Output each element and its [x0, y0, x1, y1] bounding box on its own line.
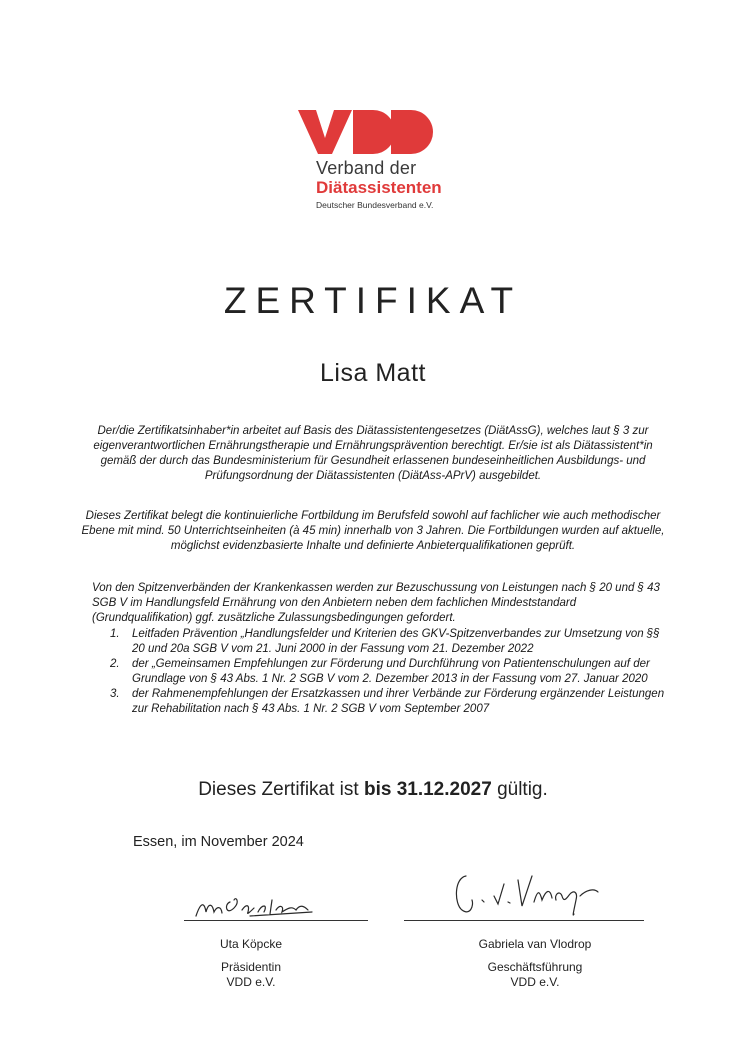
signer-right	[455, 937, 615, 990]
vdd-logo-mark	[298, 108, 438, 156]
validity-statement	[0, 779, 746, 801]
list-item-text: der „Gemeinsamen Empfehlungen zur Förderung und Durchführung von Patientenschulungen auf der Grundlage von § 43 Abs. 1 Nr. 2 SGB V vom 2. Dezember 2013 in der Fassung vom 27. Januar 2020	[132, 658, 650, 685]
signer-org: VDD e.V.	[510, 975, 560, 989]
list-item	[106, 627, 666, 657]
holder-name: Lisa Matt	[320, 359, 426, 387]
signer-role: Präsidentin	[220, 960, 282, 974]
signature-left	[190, 882, 330, 922]
list-item-number: 1.	[110, 628, 120, 640]
list-item	[106, 657, 666, 687]
place-date: Essen, im November 2024	[133, 834, 304, 850]
list-item-number: 3.	[110, 688, 120, 700]
signature-right	[448, 866, 608, 920]
signature-line-left	[184, 920, 368, 921]
validity-prefix: Dieses Zertifikat ist	[198, 779, 364, 800]
signature-line-right	[404, 920, 644, 921]
signer-name: Uta Köpcke	[219, 937, 283, 951]
signer-left	[186, 937, 316, 990]
org-name-line2: Diätassistenten	[316, 178, 442, 197]
paragraph-qualification: Der/die Zertifikatsinhaber*in arbeitet auf Basis des Diätassistentengesetzes (DiätAssG), welches laut § 3 zur eigenverantwortlichen Ernährungstherapie und Ernährungsprävention berechtigt. Er/sie ist als Diätassistent*in gemäß der durch das Bundesministerium für Gesundheit erlassenen bundeseinheitlichen Ausbildungs- und Prüfungsordnung der Diätassistenten (DiätAss-APrV) ausgebildet.	[93, 425, 653, 482]
paragraph-insurance: Von den Spitzenverbänden der Krankenkassen werden zur Bezuschussung von Leistungen nach § 20 und § 43 SGB V im Handlungsfeld Ernährung von den Anbietern neben dem fachlichen Mindeststandard (Grundqualifikation) ggf. zusätzliche Zulassungsbedingungen gefordert.	[92, 582, 660, 624]
validity-suffix: gültig.	[491, 779, 548, 800]
org-name-line3: Deutscher Bundesverband e.V.	[316, 200, 434, 210]
signer-role: Geschäftsführung	[487, 960, 583, 974]
paragraph-continuing-education: Dieses Zertifikat belegt die kontinuierliche Fortbildung im Berufsfeld sowohl auf fachlicher wie auch methodischer Ebene mit mind. 50 Unterrichtseinheiten (à 45 min) innerhalb von 3 Jahren. Die Fortbildungen wurden auf aktuelle, möglichst evidenzbasierte Inhalte und definierte Anbieterqualifikationen geprüft.	[81, 510, 665, 552]
signer-org: VDD e.V.	[226, 975, 276, 989]
list-item-number: 2.	[110, 658, 120, 670]
vdd-logo	[298, 108, 468, 218]
signer-name: Gabriela van Vlodrop	[478, 937, 592, 951]
list-item-text: Leitfaden Prävention „Handlungsfelder und Kriterien des GKV-Spitzenverbandes zur Umsetzung von §§ 20 und 20a SGB V vom 21. Juni 2000 in der Fassung vom 21. Dezember 2022	[132, 628, 660, 655]
validity-date: bis 31.12.2027	[363, 779, 492, 800]
requirements-list	[106, 627, 666, 717]
list-item	[106, 687, 666, 717]
org-name-line1: Verband der	[316, 158, 417, 178]
certificate-title: ZERTIFIKAT	[223, 280, 523, 321]
list-item-text: der Rahmenempfehlungen der Ersatzkassen und ihrer Verbände zur Förderung ergänzender Leistungen zur Rehabilitation nach § 43 Abs. 1 Nr. 2 SGB V vom September 2007	[132, 688, 665, 715]
